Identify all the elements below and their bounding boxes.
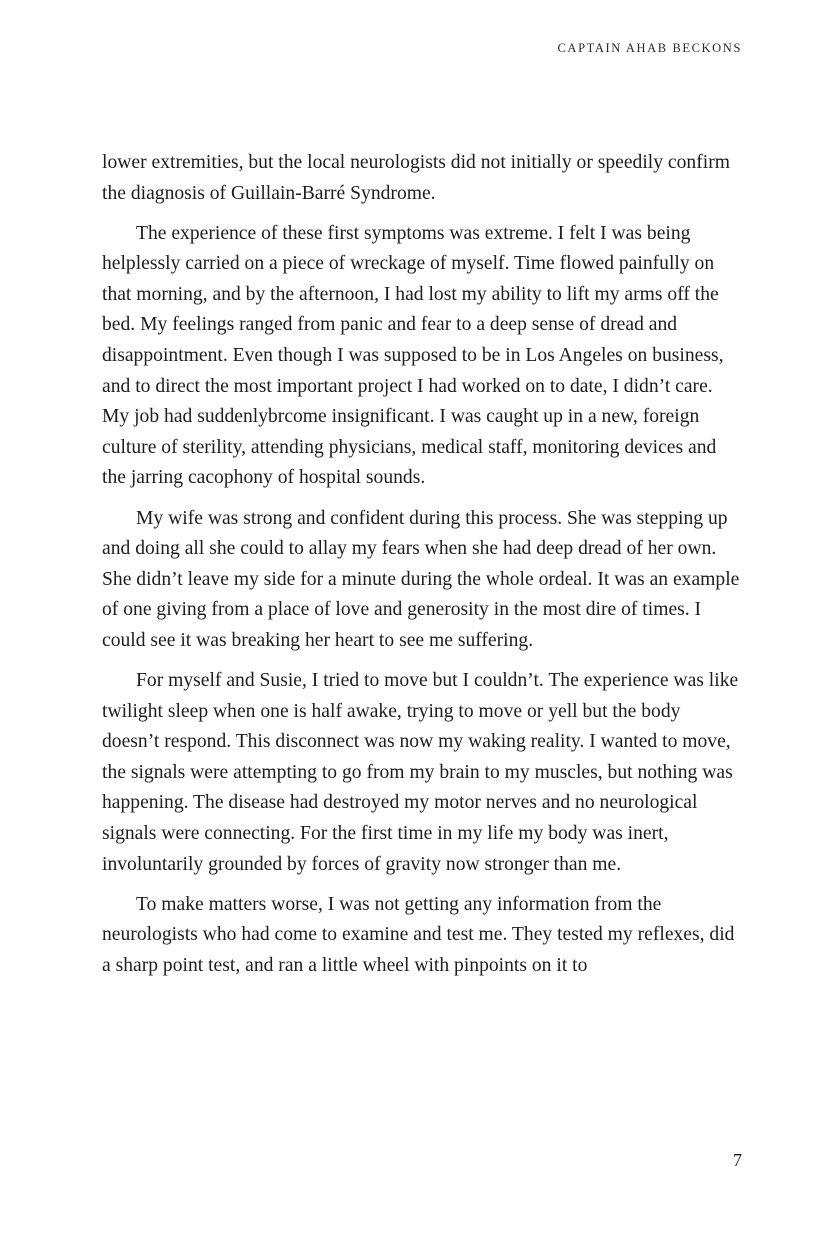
paragraph-4: For myself and Susie, I tried to move but I couldn’t. The experience was like twilight sleep when one is half awake, trying to move or yell but the body doesn’t respond. This disconnect was now my waking reality. I wanted to move, the signals were attempting to go from my brain to my muscles, but nothing was happening. The disease had destroyed my motor nerves and no neurological signals were connecting. For the first time in my life my body was inert, involuntarily grounded by forces of gravity now stronger than me. bbox=[102, 670, 739, 875]
paragraph-5: To make matters worse, I was not getting any information from the neurologists who had come to examine and test me. They tested my reflexes, did a sharp point test, and ran a little wheel with pinpoints on it to bbox=[102, 893, 735, 976]
paragraph-3: My wife was strong and confident during this process. She was stepping up and doing all she could to allay my fears when she had deep dread of her own. She didn’t leave my side for a minute during the whole ordeal. It was an example of one giving from a place of love and generosity in the most dire of times. I could see it was breaking her heart to see me suffering. bbox=[102, 507, 740, 651]
paragraph-1: lower extremities, but the local neurologists did not initially or speedily confirm the diagnosis of Guillain-Barré Syndrome. bbox=[102, 152, 730, 204]
page-number: 7 bbox=[733, 1150, 742, 1170]
body-text bbox=[102, 148, 742, 991]
running-head: CAPTAIN AHAB BECKONS bbox=[557, 41, 742, 55]
paragraph-2: The experience of these first symptoms was extreme. I felt I was being helplessly carried on a piece of wreckage of myself. Time flowed painfully on that morning, and by the afternoon, I had lost my ability to lift my arms off the bed. My feelings ranged from panic and fear to a deep sense of dread and disappointment. Even though I was supposed to be in Los Angeles on business, and to direct the most important project I had worked on to date, I didn’t care. My job had suddenlybrcome insignificant. I was caught up in a new, foreign culture of sterility, attending physicians, medical staff, monitoring devices and the jarring cacophony of hospital sounds. bbox=[102, 222, 724, 489]
